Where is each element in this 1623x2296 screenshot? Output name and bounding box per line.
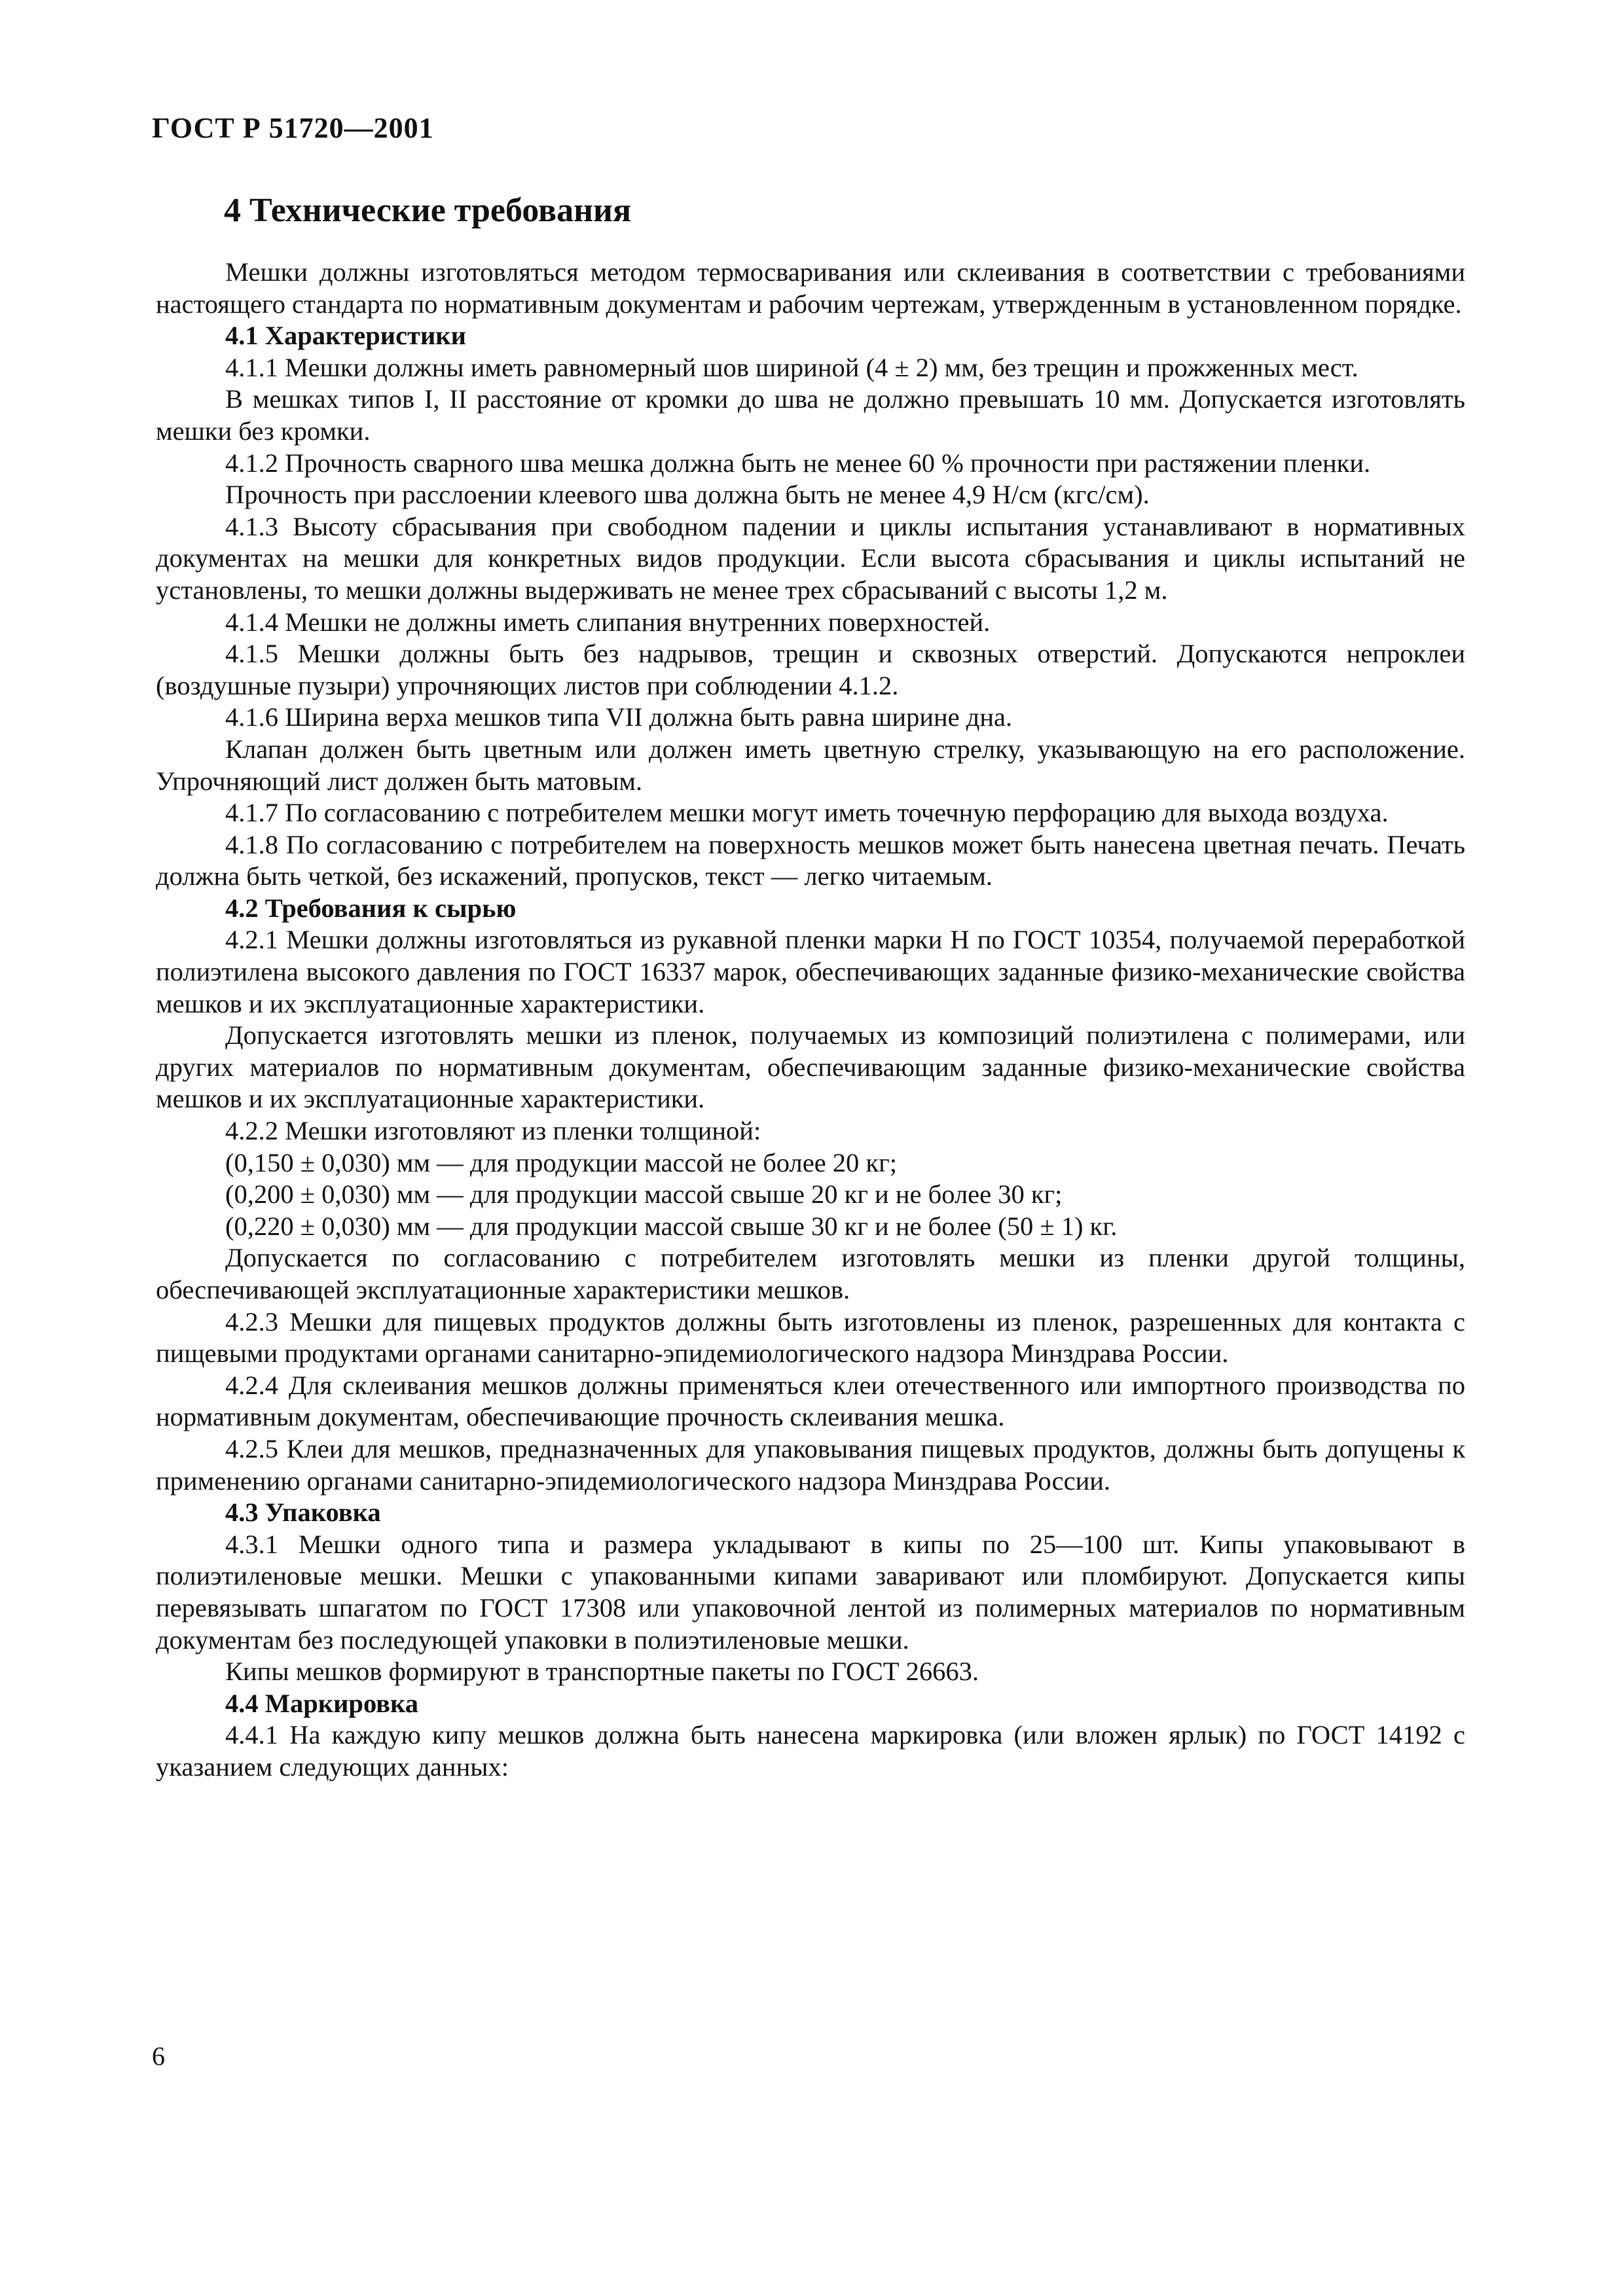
paragraph-4-1-6-note: Клапан должен быть цветным или должен иметь цветную стрелку, указывающую на его расположение. Упрочняющий лист должен быть матовым. <box>156 734 1465 796</box>
document-body <box>156 257 1465 1784</box>
paragraph-4-1-7: 4.1.7 По согласованию с потребителем мешки могут иметь точечную перфорацию для выхода воздуха. <box>225 798 1389 828</box>
paragraph-4-1-3: 4.1.3 Высоту сбрасывания при свободном падении и циклы испытания устанавливают в нормативных документах на мешки для конкретных видов продукции. Если высота сбрасывания и циклы испытаний не установлены, то мешки должны выдерживать не менее трех сбрасываний с высоты 1,2 м. <box>156 511 1465 605</box>
paragraph-intro: Мешки должны изготовляться методом термосваривания или склеивания в соответствии с требованиями настоящего стандарта по нормативным документам и рабочим чертежам, утвержденным в установленном порядке. <box>156 257 1465 319</box>
paragraph-4-2-1: 4.2.1 Мешки должны изготовляться из рукавной пленки марки Н по ГОСТ 10354, получаемой переработкой полиэтилена высокого давления по ГОСТ 16337 марок, обеспечивающих заданные физико-механические свойства мешков и их эксплуатационные характеристики. <box>156 925 1465 1018</box>
thickness-item-1: (0,150 ± 0,030) мм — для продукции массой не более 20 кг; <box>225 1147 897 1177</box>
thickness-item-2: (0,200 ± 0,030) мм — для продукции массой свыше 20 кг и не более 30 кг; <box>225 1179 1063 1210</box>
paragraph-4-2-5: 4.2.5 Клеи для мешков, предназначенных для упаковывания пищевых продуктов, должны быть допущены к применению органами санитарно-эпидемиологического надзора Минздрава России. <box>156 1433 1465 1496</box>
subsection-heading-4-4: 4.4 Маркировка <box>225 1688 419 1718</box>
subsection-heading-4-1: 4.1 Характеристики <box>225 321 466 351</box>
paragraph-4-2-3: 4.2.3 Мешки для пищевых продуктов должны быть изготовлены из пленок, разрешенных для контакта с пищевыми продуктами органами санитарно-эпидемиологического надзора Минздрава России. <box>156 1306 1465 1369</box>
paragraph-4-1-4: 4.1.4 Мешки не должны иметь слипания внутренних поверхностей. <box>225 607 991 637</box>
paragraph-4-3-1: 4.3.1 Мешки одного типа и размера укладывают в кипы по 25—100 шт. Кипы упаковывают в полиэтиленовые мешки. Мешки с упакованными кипами заваривают или пломбируют. Допускается кипы перевязывать шпагатом по ГОСТ 17308 или упаковочной лентой из полимерных материалов по нормативным документам без последующей упаковки в полиэтиленовые мешки. <box>156 1529 1465 1655</box>
page-number: 6 <box>152 2041 165 2071</box>
paragraph-4-1-6: 4.1.6 Ширина верха мешков типа VII должна быть равна ширине дна. <box>225 702 1013 732</box>
paragraph-4-1-8: 4.1.8 По согласованию с потребителем на поверхность мешков может быть нанесена цветная печать. Печать должна быть четкой, без искажений, пропусков, текст — легко читаемым. <box>156 829 1465 891</box>
subsection-heading-4-2: 4.2 Требования к сырью <box>225 893 517 923</box>
paragraph-4-3-1-note: Кипы мешков формируют в транспортные пакеты по ГОСТ 26663. <box>225 1657 979 1687</box>
paragraph-4-1-1: 4.1.1 Мешки должны иметь равномерный шов шириной (4 ± 2) мм, без трещин и прожженных мест. <box>225 352 1359 382</box>
paragraph-4-2-2-note: Допускается по согласованию с потребителем изготовлять мешки из пленки другой толщины, обеспечивающей эксплуатационные характеристики мешков. <box>156 1243 1465 1304</box>
section-title: 4 Технические требования <box>224 192 632 229</box>
paragraph-4-4-1: 4.4.1 На каждую кипу мешков должна быть нанесена маркировка (или вложен ярлык) по ГОСТ 14192 с указанием следующих данных: <box>156 1720 1465 1782</box>
document-header: ГОСТ Р 51720—2001 <box>152 112 434 144</box>
paragraph-4-2-1-note: Допускается изготовлять мешки из пленок, получаемых из композиций полиэтилена с полимерами, или других материалов по нормативным документам, обеспечивающим заданные физико-механические свойства мешков и их эксплуатационные характеристики. <box>156 1020 1465 1114</box>
paragraph-4-1-1-note: В мешках типов I, II расстояние от кромки до шва не должно превышать 10 мм. Допускается изготовлять мешки без кромки. <box>156 384 1465 446</box>
paragraph-4-2-2: 4.2.2 Мешки изготовляют из пленки толщиной: <box>225 1116 761 1146</box>
paragraph-4-1-2: 4.1.2 Прочность сварного шва мешка должна быть не менее 60 % прочности при растяжении пленки. <box>225 448 1371 478</box>
paragraph-4-2-4: 4.2.4 Для склеивания мешков должны применяться клеи отечественного или импортного производства по нормативным документам, обеспечивающие прочность склеивания мешка. <box>156 1370 1465 1432</box>
paragraph-4-1-2-note: Прочность при расслоении клеевого шва должна быть не менее 4,9 Н/см (кгс/см). <box>225 480 1150 510</box>
thickness-item-3: (0,220 ± 0,030) мм — для продукции массой свыше 30 кг и не более (50 ± 1) кг. <box>225 1211 1118 1241</box>
paragraph-4-1-5: 4.1.5 Мешки должны быть без надрывов, трещин и сквозных отверстий. Допускаются непроклеи (воздушные пузыри) упрочняющих листов при соблюдении 4.1.2. <box>156 639 1465 700</box>
subsection-heading-4-3: 4.3 Упаковка <box>225 1498 381 1528</box>
